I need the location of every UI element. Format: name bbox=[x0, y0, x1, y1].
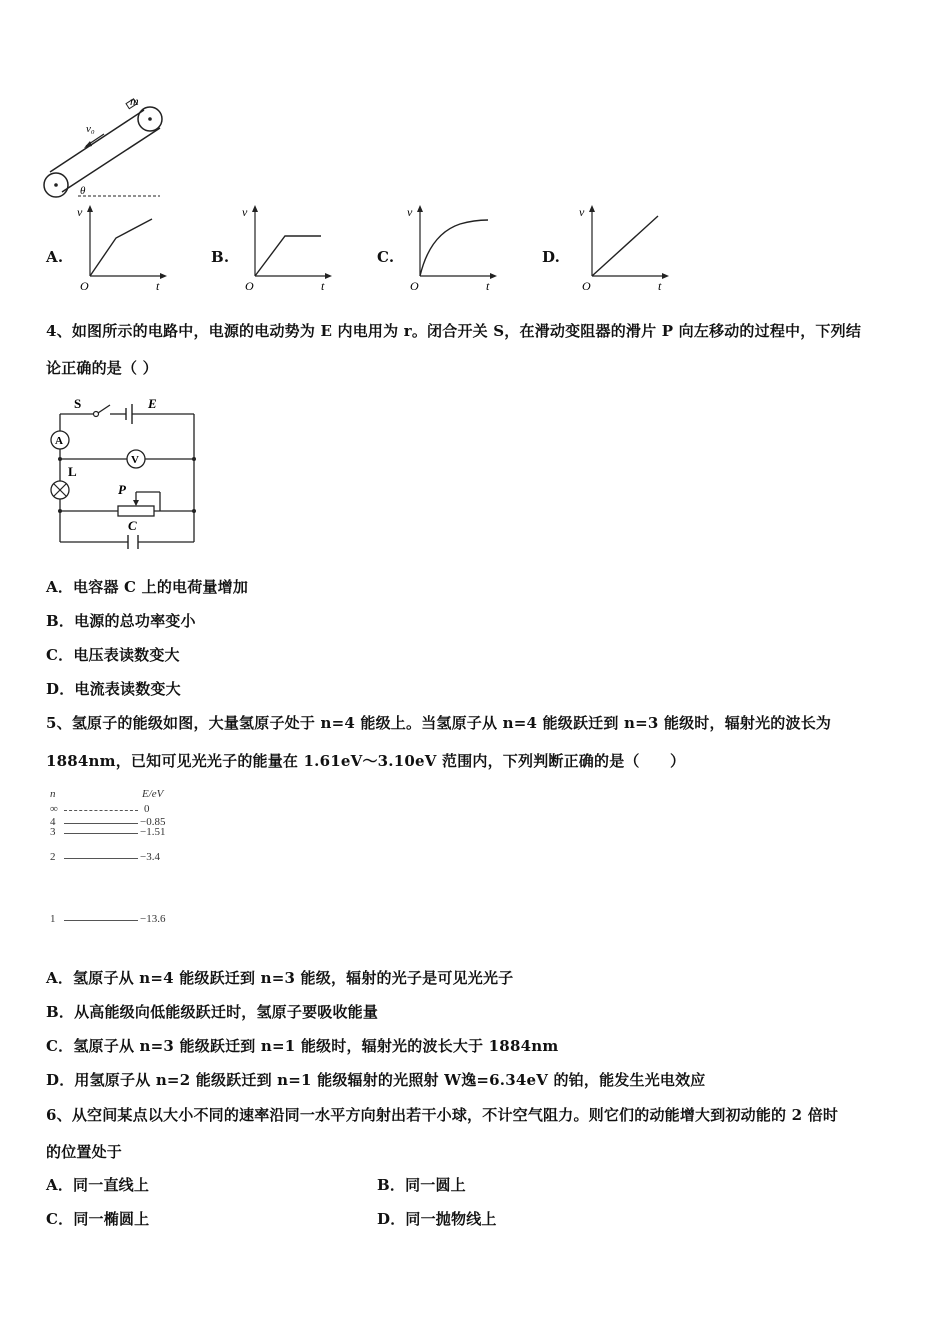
level-n: ∞ bbox=[50, 803, 58, 815]
q4-stem-line1: 4、如图所示的电路中，电源的电动势为 E 内电用为 r。闭合开关 S，在滑动变阻器的滑片 P 向左移动的过程中，下列结 bbox=[46, 322, 862, 340]
level-n: 3 bbox=[50, 826, 56, 838]
level-n: 1 bbox=[50, 913, 56, 925]
t-axis-label: t bbox=[321, 279, 325, 292]
q6-option-a: A．同一直线上 bbox=[46, 1176, 150, 1194]
slider-label: P bbox=[118, 482, 126, 497]
v0-label: v₀ bbox=[86, 123, 95, 135]
capacitor-label: C bbox=[128, 518, 137, 533]
q6-option-b: B．同一圆上 bbox=[377, 1176, 466, 1194]
q6-stem-line2: 的位置处于 bbox=[46, 1143, 123, 1161]
v-axis-label: v bbox=[407, 205, 413, 219]
q3-option-a-letter: A. bbox=[46, 248, 64, 266]
q3-option-d-graph bbox=[572, 204, 672, 292]
t-axis-label: t bbox=[486, 279, 490, 292]
v-axis-label: v bbox=[77, 205, 83, 219]
origin-label: O bbox=[80, 279, 89, 292]
q6-option-d: D．同一抛物线上 bbox=[377, 1210, 497, 1228]
q5-stem-line1: 5、氢原子的能级如图，大量氢原子处于 n=4 能级上。当氢原子从 n=4 能级跃迁到 n=3 能级时，辐射光的波长为 bbox=[46, 714, 832, 732]
q3-option-c-letter: C. bbox=[377, 248, 395, 266]
theta-label: θ bbox=[80, 185, 86, 197]
q6-option-c: C．同一椭圆上 bbox=[46, 1210, 150, 1228]
level-energy: −13.6 bbox=[140, 913, 166, 925]
q5-stem-line2: 1884nm，已知可见光光子的能量在 1.61eV～3.10eV 范围内，下列判断正确的是（ ） bbox=[46, 752, 686, 770]
level-n: 4 bbox=[50, 816, 56, 828]
q4-option-b: B．电源的总功率变小 bbox=[46, 612, 196, 630]
q4-option-d: D．电流表读数变大 bbox=[46, 680, 181, 698]
circuit-diagram bbox=[44, 392, 204, 552]
energy-level-diagram bbox=[46, 786, 196, 931]
v-axis-label: v bbox=[579, 205, 585, 219]
ammeter-label: A bbox=[55, 435, 63, 447]
origin-label: O bbox=[410, 279, 419, 292]
q5-option-d: D．用氢原子从 n=2 能级跃迁到 n=1 能级辐射的光照射 W逸=6.34eV 的铂，能发生光电效应 bbox=[46, 1071, 706, 1089]
v-axis-label: v bbox=[242, 205, 248, 219]
e-header: E/eV bbox=[142, 788, 164, 800]
q3-option-d-letter: D. bbox=[542, 248, 561, 266]
q4-option-c: C．电压表读数变大 bbox=[46, 646, 180, 664]
level-energy: 0 bbox=[144, 803, 150, 815]
q4-option-a: A．电容器 C 上的电荷量增加 bbox=[46, 578, 249, 596]
conveyor-belt-figure bbox=[38, 92, 178, 204]
q3-option-c-graph bbox=[400, 204, 500, 292]
level-n: 2 bbox=[50, 851, 56, 863]
level-energy: −1.51 bbox=[140, 826, 166, 838]
lamp-label: L bbox=[68, 464, 77, 479]
level-energy: −3.4 bbox=[140, 851, 160, 863]
t-axis-label: t bbox=[658, 279, 662, 292]
switch-label: S bbox=[74, 396, 82, 411]
q3-option-b-letter: B. bbox=[211, 248, 230, 266]
level-energy: −0.85 bbox=[140, 816, 166, 828]
origin-label: O bbox=[582, 279, 591, 292]
q5-option-c: C．氢原子从 n=3 能级跃迁到 n=1 能级时，辐射光的波长大于 1884nm bbox=[46, 1037, 559, 1055]
q6-stem-line1: 6、从空间某点以大小不同的速率沿同一水平方向射出若干小球，不计空气阻力。则它们的动能增大到初动能的 2 倍时 bbox=[46, 1106, 839, 1124]
q3-option-b-graph bbox=[235, 204, 335, 292]
q3-option-a-graph bbox=[70, 204, 170, 292]
q5-option-b: B．从高能级向低能级跃迁时，氢原子要吸收能量 bbox=[46, 1003, 379, 1021]
emf-label: E bbox=[148, 396, 157, 411]
voltmeter-label: V bbox=[131, 454, 139, 466]
mass-label: m bbox=[130, 94, 139, 108]
n-header: n bbox=[50, 788, 56, 800]
origin-label: O bbox=[245, 279, 254, 292]
q5-option-a: A．氢原子从 n=4 能级跃迁到 n=3 能级，辐射的光子是可见光光子 bbox=[46, 969, 514, 987]
t-axis-label: t bbox=[156, 279, 160, 292]
q4-stem-line2: 论正确的是（ ） bbox=[46, 359, 158, 377]
